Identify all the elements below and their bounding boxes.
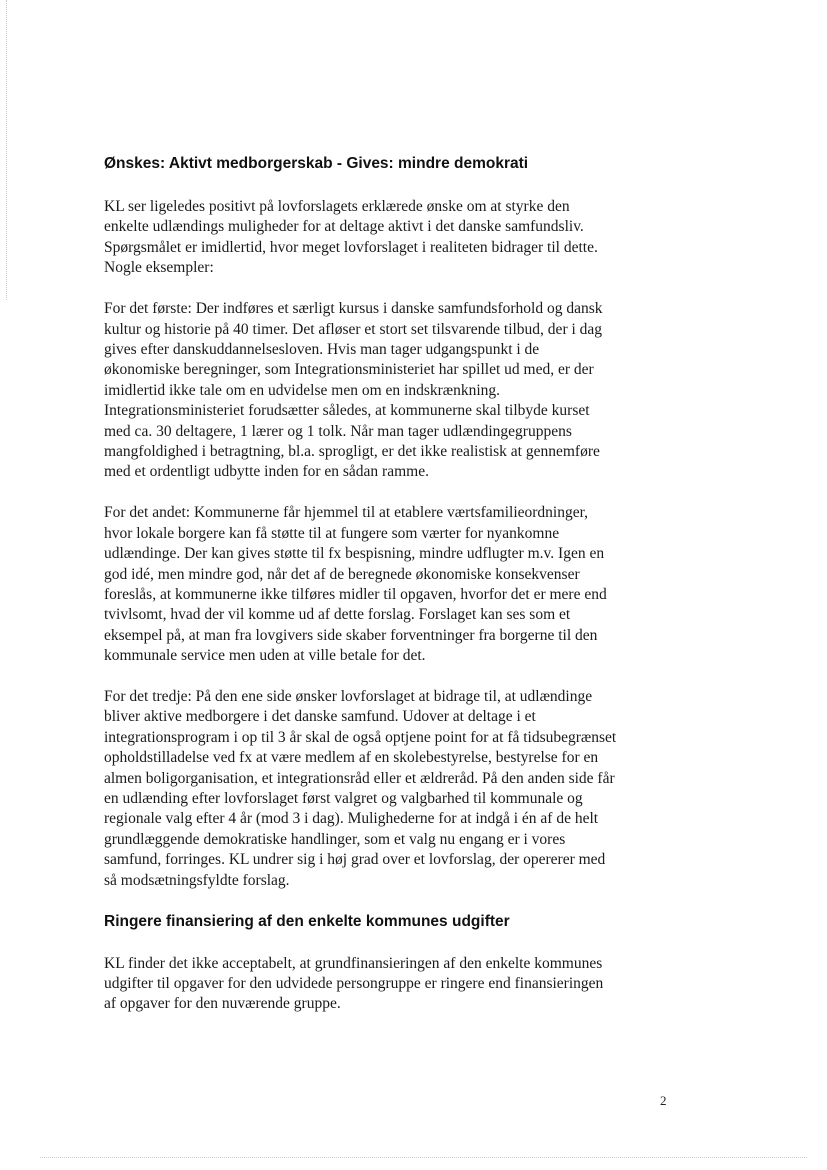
page-number: 2 [660,1093,667,1108]
document-body [104,154,617,1035]
scan-left-edge [6,0,7,300]
paragraph-second-example: For det andet: Kommunerne får hjemmel til at etablere værtsfamilieordninger, hvor lokale borgere kan få støtte til at fungere som værter for nyankomne udlændinge. Der kan gives støtte til fx bespisning, mindre udflugter m.v. Igen en god idé, men mindre god, når det af de beregnede økonomiske konsekvenser foreslås, at kommunerne ikke tilføres midler til opgaven, hvorfor det er mere end tvivlsomt, hvad der vil komme ud af dette forslag. Forslaget kan ses som et eksempel på, at man fra lovgivers side skaber forventninger fra borgerne til den kommunale service men uden at ville betale for det. [104,504,607,665]
scan-bottom-edge [40,1157,807,1158]
paragraph-financing: KL finder det ikke acceptabelt, at grundfinansieringen af den enkelte kommunes udgifter til opgaver for den udvidede persongruppe er ringere end finansieringen af opgaver for den nuværende gruppe. [104,954,604,1013]
paragraph-first-example: For det første: Der indføres et særligt kursus i danske samfundsforhold og dansk kultur og historie på 40 timer. Det afløser et stort set tilsvarende tilbud, der i dag gives efter danskuddannelsesloven. Hvis man tager udgangspunkt i de økonomiske beregninger, som Integrationsministeriet har spillet ud med, er der imidlertid ikke tale om en udvidelse men om en indskrænkning. Integrationsministeriet forudsætter således, at kommunerne skal tilbyde kurset med ca. 30 deltagere, 1 lærer og 1 tolk. Når man tager udlændingegruppens mangfoldighed i betragtning, bl.a. sprogligt, er det ikke realistisk at gennemføre med et ordentligt udbytte inden for en sådan ramme. [104,300,603,481]
paragraph-intro: KL ser ligeledes positivt på lovforslagets erklærede ønske om at styrke den enkelte udlændings muligheder for at deltage aktivt i det danske samfundsliv. Spørgsmålet er imidlertid, hvor meget lovforslaget i realiteten bidrager til dette. Nogle eksempler: [104,198,598,277]
section-heading-active-citizenship: Ønskes: Aktivt medborgerskab - Gives: mindre demokrati [104,155,529,172]
paragraph-third-example: For det tredje: På den ene side ønsker lovforslaget at bidrage til, at udlændinge bliver aktive medborgere i det danske samfund. Udover at deltage i et integrationsprogram i op til 3 år skal de også optjene point for at få tidsubegrænset opholdstilladelse ved fx at være medlem af en skolebestyrelse, bestyrelse for en almen boligorganisation, et integrationsråd eller et ældreråd. På den anden side får en udlænding efter lovforslaget først valgret og valgbarhed til kommunale og regionale valg efter 4 år (mod 3 i dag). Mulighederne for at indgå i én af de helt grundlæggende demokratiske handlinger, som et valg nu engang er i vores samfund, forringes. KL undrer sig i høj grad over et lovforslag, der opererer med så modsætningsfyldte forslag. [104,688,617,889]
section-heading-financing: Ringere finansiering af den enkelte kommunes udgifter [104,912,510,930]
